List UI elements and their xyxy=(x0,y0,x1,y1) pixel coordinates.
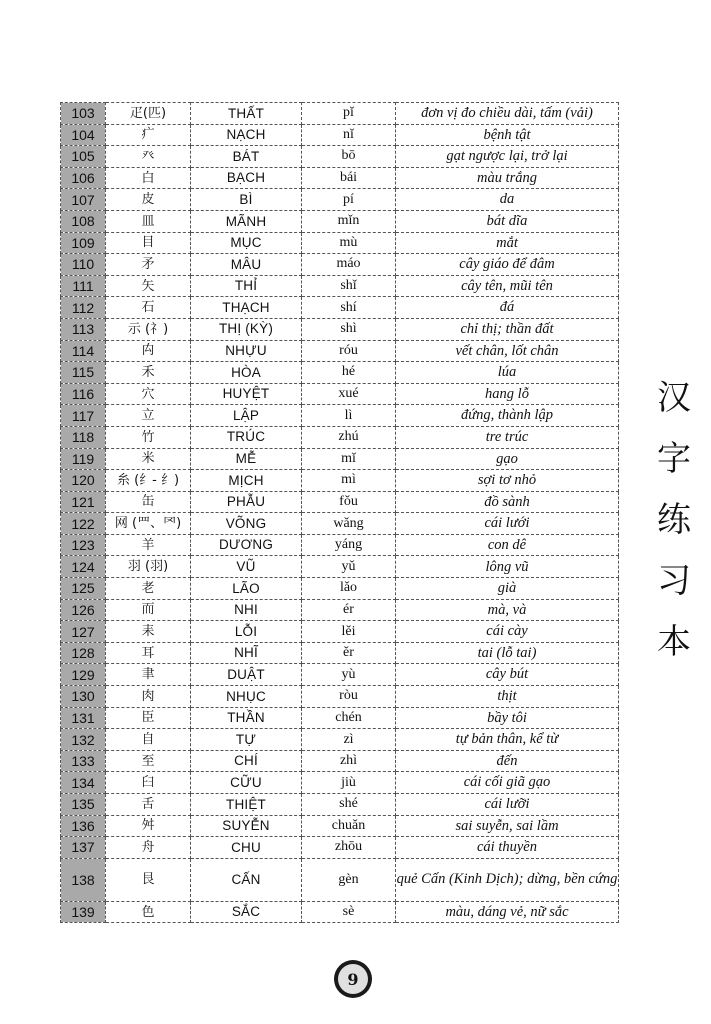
vietnamese-meaning: tai (lỗ tai) xyxy=(396,642,619,664)
row-number: 137 xyxy=(61,837,106,859)
pinyin: shí xyxy=(302,297,396,319)
pinyin: shì xyxy=(302,318,396,340)
han-viet-reading: DƯƠNG xyxy=(191,534,302,556)
pinyin: sè xyxy=(302,901,396,923)
radical-character: 穴 xyxy=(106,383,191,405)
vietnamese-meaning: lúa xyxy=(396,362,619,384)
vietnamese-meaning: sợi tơ nhỏ xyxy=(396,470,619,492)
vietnamese-meaning: mà, và xyxy=(396,599,619,621)
row-number: 129 xyxy=(61,664,106,686)
radical-character: 舟 xyxy=(106,837,191,859)
radical-character: 老 xyxy=(106,578,191,600)
table-row xyxy=(61,534,619,556)
pinyin: hé xyxy=(302,362,396,384)
han-viet-reading: LÃO xyxy=(191,578,302,600)
pinyin: mì xyxy=(302,470,396,492)
pinyin: yù xyxy=(302,664,396,686)
table-row xyxy=(61,901,619,923)
table-row xyxy=(61,383,619,405)
vietnamese-meaning: màu trắng xyxy=(396,167,619,189)
row-number: 121 xyxy=(61,491,106,513)
vietnamese-meaning: già xyxy=(396,578,619,600)
radical-character: 禾 xyxy=(106,362,191,384)
han-viet-reading: VŨ xyxy=(191,556,302,578)
vietnamese-meaning: sai suyễn, sai lầm xyxy=(396,815,619,837)
row-number: 139 xyxy=(61,901,106,923)
han-viet-reading: HUYỆT xyxy=(191,383,302,405)
table-row xyxy=(61,858,619,901)
pinyin: ròu xyxy=(302,686,396,708)
table-row xyxy=(61,815,619,837)
radical-character: 白 xyxy=(106,167,191,189)
radical-character: 臼 xyxy=(106,772,191,794)
han-viet-reading: THẠCH xyxy=(191,297,302,319)
pinyin: ěr xyxy=(302,642,396,664)
han-viet-reading: NHỰU xyxy=(191,340,302,362)
pinyin: róu xyxy=(302,340,396,362)
row-number: 123 xyxy=(61,534,106,556)
vietnamese-meaning: mắt xyxy=(396,232,619,254)
radical-character: 皮 xyxy=(106,189,191,211)
radical-character: 舌 xyxy=(106,794,191,816)
han-viet-reading: TRÚC xyxy=(191,426,302,448)
vietnamese-meaning: cái lưới xyxy=(396,513,619,535)
vietnamese-meaning: bầy tôi xyxy=(396,707,619,729)
radical-character: 至 xyxy=(106,750,191,772)
page-number: 9 xyxy=(338,964,368,994)
row-number: 111 xyxy=(61,275,106,297)
row-number: 106 xyxy=(61,167,106,189)
radical-character: 疒 xyxy=(106,124,191,146)
radical-character: 耒 xyxy=(106,621,191,643)
pinyin: yáng xyxy=(302,534,396,556)
radical-character: 舛 xyxy=(106,815,191,837)
radical-character: 禸 xyxy=(106,340,191,362)
table-row xyxy=(61,124,619,146)
han-viet-reading: CHÍ xyxy=(191,750,302,772)
table-row xyxy=(61,297,619,319)
han-viet-reading: SUYỄN xyxy=(191,815,302,837)
side-title xyxy=(651,368,697,673)
radical-character: 疋(匹) xyxy=(106,103,191,125)
row-number: 119 xyxy=(61,448,106,470)
radical-character: 色 xyxy=(106,901,191,923)
vietnamese-meaning: vết chân, lốt chân xyxy=(396,340,619,362)
vietnamese-meaning: gạt ngược lại, trở lại xyxy=(396,146,619,168)
table-row xyxy=(61,491,619,513)
table-row xyxy=(61,167,619,189)
han-viet-reading: THẤT xyxy=(191,103,302,125)
radical-character: 臣 xyxy=(106,707,191,729)
han-viet-reading: BÁT xyxy=(191,146,302,168)
row-number: 124 xyxy=(61,556,106,578)
pinyin: zhì xyxy=(302,750,396,772)
vietnamese-meaning: đồ sành xyxy=(396,491,619,513)
han-viet-reading: BẠCH xyxy=(191,167,302,189)
han-viet-reading: SẮC xyxy=(191,901,302,923)
radical-character: 网 (罒、罓) xyxy=(106,513,191,535)
vietnamese-meaning: cái thuyền xyxy=(396,837,619,859)
table-row xyxy=(61,405,619,427)
radical-character: 矢 xyxy=(106,275,191,297)
row-number: 131 xyxy=(61,707,106,729)
vietnamese-meaning: chỉ thị; thần đất xyxy=(396,318,619,340)
pinyin: fǒu xyxy=(302,491,396,513)
vietnamese-meaning: cái cối giã gạo xyxy=(396,772,619,794)
table-row xyxy=(61,146,619,168)
row-number: 103 xyxy=(61,103,106,125)
pinyin: lì xyxy=(302,405,396,427)
radical-character: 目 xyxy=(106,232,191,254)
han-viet-reading: MỤC xyxy=(191,232,302,254)
vietnamese-meaning: thịt xyxy=(396,686,619,708)
pinyin: zì xyxy=(302,729,396,751)
vietnamese-meaning: đến xyxy=(396,750,619,772)
vietnamese-meaning: cái cày xyxy=(396,621,619,643)
han-viet-reading: LẬP xyxy=(191,405,302,427)
pinyin: jiù xyxy=(302,772,396,794)
row-number: 108 xyxy=(61,210,106,232)
pinyin: nǐ xyxy=(302,124,396,146)
radical-table xyxy=(60,102,619,923)
row-number: 118 xyxy=(61,426,106,448)
han-viet-reading: THỈ xyxy=(191,275,302,297)
radical-character: 示 (礻) xyxy=(106,318,191,340)
pinyin: chén xyxy=(302,707,396,729)
pinyin: pǐ xyxy=(302,103,396,125)
vietnamese-meaning: da xyxy=(396,189,619,211)
row-number: 115 xyxy=(61,362,106,384)
han-viet-reading: CẤN xyxy=(191,858,302,901)
radical-rows xyxy=(61,103,619,923)
table-row xyxy=(61,621,619,643)
table-row xyxy=(61,340,619,362)
table-row xyxy=(61,232,619,254)
row-number: 105 xyxy=(61,146,106,168)
row-number: 127 xyxy=(61,621,106,643)
han-viet-reading: NẠCH xyxy=(191,124,302,146)
row-number: 104 xyxy=(61,124,106,146)
radical-character: 米 xyxy=(106,448,191,470)
vietnamese-meaning: cây giáo để đâm xyxy=(396,254,619,276)
pinyin: xué xyxy=(302,383,396,405)
han-viet-reading: PHẪU xyxy=(191,491,302,513)
han-viet-reading: DUẬT xyxy=(191,664,302,686)
han-viet-reading: NHỤC xyxy=(191,686,302,708)
han-viet-reading: HÒA xyxy=(191,362,302,384)
table-row xyxy=(61,707,619,729)
table-row xyxy=(61,103,619,125)
row-number: 112 xyxy=(61,297,106,319)
pinyin: lǎo xyxy=(302,578,396,600)
han-viet-reading: TỰ xyxy=(191,729,302,751)
han-viet-reading: MỊCH xyxy=(191,470,302,492)
han-viet-reading: BÌ xyxy=(191,189,302,211)
radical-character: 羊 xyxy=(106,534,191,556)
pinyin: mǐn xyxy=(302,210,396,232)
table-row xyxy=(61,556,619,578)
radical-character: 艮 xyxy=(106,858,191,901)
radical-character: 羽 (羽) xyxy=(106,556,191,578)
row-number: 132 xyxy=(61,729,106,751)
han-viet-reading: THỊ (KỲ) xyxy=(191,318,302,340)
radical-character: 而 xyxy=(106,599,191,621)
pinyin: ér xyxy=(302,599,396,621)
han-viet-reading: MỄ xyxy=(191,448,302,470)
table-row xyxy=(61,664,619,686)
pinyin: zhōu xyxy=(302,837,396,859)
table-row xyxy=(61,513,619,535)
side-title-char: 汉 xyxy=(657,378,691,418)
page-number-badge xyxy=(334,960,372,998)
radical-character: 糸 (纟- 纟) xyxy=(106,470,191,492)
row-number: 138 xyxy=(61,858,106,901)
han-viet-reading: MÂU xyxy=(191,254,302,276)
radical-character: 立 xyxy=(106,405,191,427)
han-viet-reading: MÃNH xyxy=(191,210,302,232)
table-row xyxy=(61,642,619,664)
radical-character: 矛 xyxy=(106,254,191,276)
vietnamese-meaning: đứng, thành lập xyxy=(396,405,619,427)
vietnamese-meaning: tự bản thân, kể từ xyxy=(396,729,619,751)
pinyin: wǎng xyxy=(302,513,396,535)
radical-character: 自 xyxy=(106,729,191,751)
table-row xyxy=(61,750,619,772)
pinyin: mù xyxy=(302,232,396,254)
pinyin: chuǎn xyxy=(302,815,396,837)
han-viet-reading: THẦN xyxy=(191,707,302,729)
vietnamese-meaning: quẻ Cấn (Kinh Dịch); dừng, bền cứng xyxy=(396,858,619,901)
vietnamese-meaning: cái lưỡi xyxy=(396,794,619,816)
row-number: 134 xyxy=(61,772,106,794)
row-number: 128 xyxy=(61,642,106,664)
table-row xyxy=(61,254,619,276)
han-viet-reading: LỖI xyxy=(191,621,302,643)
vietnamese-meaning: cây bút xyxy=(396,664,619,686)
table-row xyxy=(61,599,619,621)
row-number: 135 xyxy=(61,794,106,816)
row-number: 136 xyxy=(61,815,106,837)
radical-character: 石 xyxy=(106,297,191,319)
vietnamese-meaning: con dê xyxy=(396,534,619,556)
vietnamese-meaning: bệnh tật xyxy=(396,124,619,146)
row-number: 114 xyxy=(61,340,106,362)
radical-character: 皿 xyxy=(106,210,191,232)
pinyin: gèn xyxy=(302,858,396,901)
table-row xyxy=(61,837,619,859)
pinyin: lěi xyxy=(302,621,396,643)
table-row xyxy=(61,686,619,708)
table-row xyxy=(61,210,619,232)
han-viet-reading: NHI xyxy=(191,599,302,621)
vietnamese-meaning: cây tên, mũi tên xyxy=(396,275,619,297)
table-row xyxy=(61,189,619,211)
han-viet-reading: VÕNG xyxy=(191,513,302,535)
table-row xyxy=(61,448,619,470)
vietnamese-meaning: gạo xyxy=(396,448,619,470)
vietnamese-meaning: đá xyxy=(396,297,619,319)
table-row xyxy=(61,772,619,794)
vietnamese-meaning: đơn vị đo chiều dài, tấm (vải) xyxy=(396,103,619,125)
table-row xyxy=(61,275,619,297)
side-title-char: 练 xyxy=(657,500,691,540)
vietnamese-meaning: lông vũ xyxy=(396,556,619,578)
pinyin: mǐ xyxy=(302,448,396,470)
pinyin: pí xyxy=(302,189,396,211)
pinyin: shé xyxy=(302,794,396,816)
radical-character: 癶 xyxy=(106,146,191,168)
row-number: 120 xyxy=(61,470,106,492)
side-title-char: 习 xyxy=(657,561,691,601)
han-viet-reading: CHU xyxy=(191,837,302,859)
pinyin: zhú xyxy=(302,426,396,448)
vietnamese-meaning: màu, dáng vẻ, nữ sắc xyxy=(396,901,619,923)
row-number: 122 xyxy=(61,513,106,535)
row-number: 125 xyxy=(61,578,106,600)
side-title-char: 字 xyxy=(657,439,691,479)
pinyin: bái xyxy=(302,167,396,189)
row-number: 117 xyxy=(61,405,106,427)
radical-character: 聿 xyxy=(106,664,191,686)
table-row xyxy=(61,362,619,384)
row-number: 113 xyxy=(61,318,106,340)
table-row xyxy=(61,470,619,492)
row-number: 116 xyxy=(61,383,106,405)
row-number: 133 xyxy=(61,750,106,772)
row-number: 110 xyxy=(61,254,106,276)
table-row xyxy=(61,426,619,448)
pinyin: máo xyxy=(302,254,396,276)
radical-character: 缶 xyxy=(106,491,191,513)
vietnamese-meaning: bát dĩa xyxy=(396,210,619,232)
row-number: 130 xyxy=(61,686,106,708)
pinyin: bō xyxy=(302,146,396,168)
radical-character: 竹 xyxy=(106,426,191,448)
table-row xyxy=(61,729,619,751)
han-viet-reading: NHĨ xyxy=(191,642,302,664)
table-row xyxy=(61,794,619,816)
vietnamese-meaning: tre trúc xyxy=(396,426,619,448)
row-number: 107 xyxy=(61,189,106,211)
radical-character: 耳 xyxy=(106,642,191,664)
row-number: 126 xyxy=(61,599,106,621)
radical-character: 肉 xyxy=(106,686,191,708)
table-row xyxy=(61,578,619,600)
han-viet-reading: CỮU xyxy=(191,772,302,794)
side-title-char: 本 xyxy=(657,622,691,662)
pinyin: yǔ xyxy=(302,556,396,578)
table-row xyxy=(61,318,619,340)
row-number: 109 xyxy=(61,232,106,254)
vietnamese-meaning: hang lỗ xyxy=(396,383,619,405)
han-viet-reading: THIỆT xyxy=(191,794,302,816)
pinyin: shǐ xyxy=(302,275,396,297)
